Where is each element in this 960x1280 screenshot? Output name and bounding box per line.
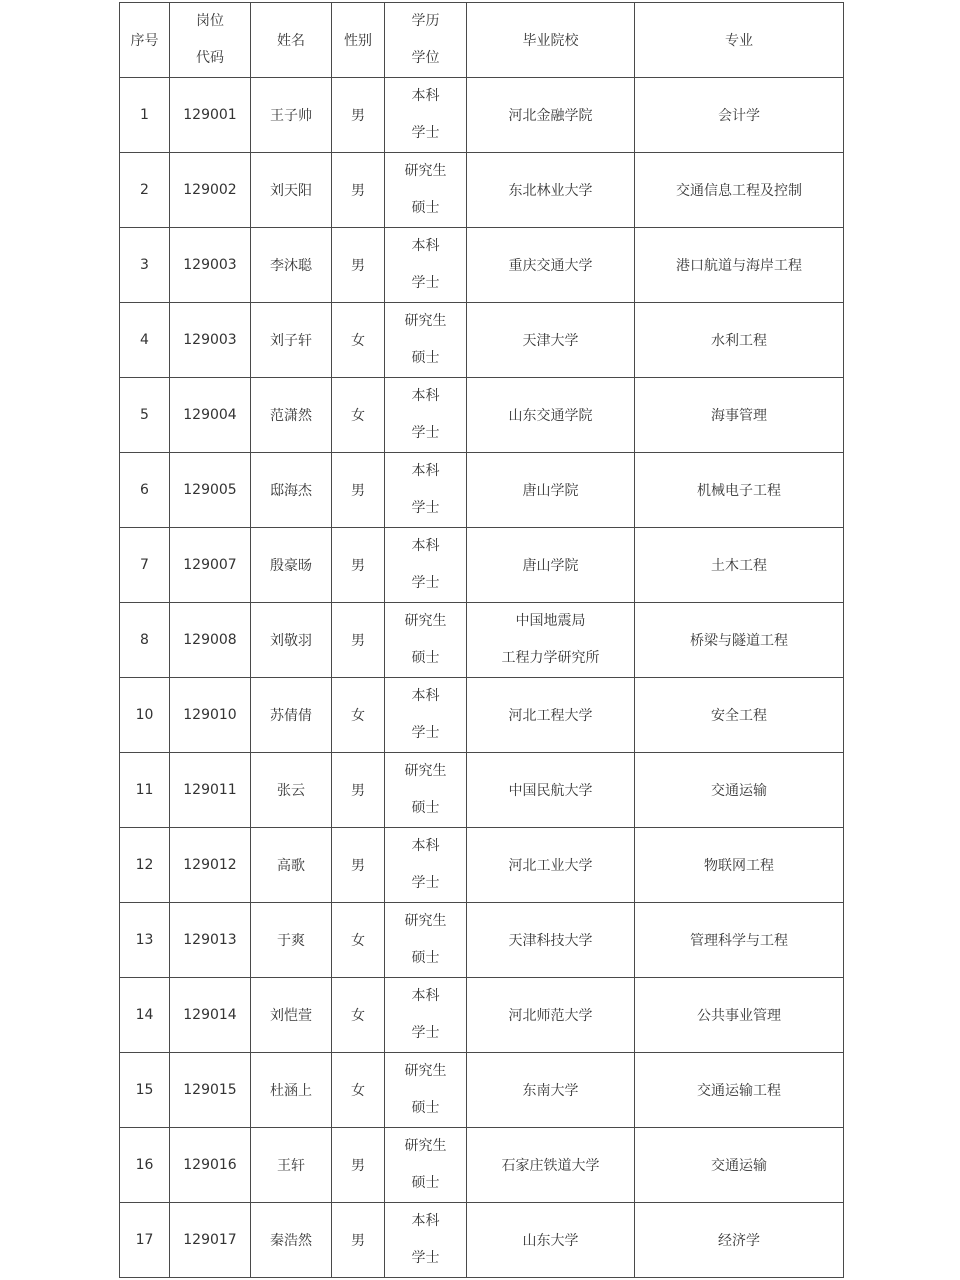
cell-post-code: 129002 — [170, 153, 251, 228]
cell-seq: 5 — [120, 378, 170, 453]
cell-seq: 12 — [120, 828, 170, 903]
cell-major: 安全工程 — [635, 678, 844, 753]
cell-major: 交通信息工程及控制 — [635, 153, 844, 228]
cell-post-code: 129003 — [170, 228, 251, 303]
cell-degree — [385, 753, 467, 828]
cell-name: 范潇然 — [251, 378, 332, 453]
cell-gender: 男 — [332, 153, 385, 228]
cell-degree-title: 学士 — [411, 500, 440, 516]
cell-major: 管理科学与工程 — [635, 903, 844, 978]
cell-major: 土木工程 — [635, 528, 844, 603]
cell-degree — [385, 378, 467, 453]
table-row — [120, 828, 844, 903]
cell-seq: 7 — [120, 528, 170, 603]
table-row — [120, 528, 844, 603]
header-post-code-line2: 代码 — [196, 50, 224, 66]
cell-name: 殷豪旸 — [251, 528, 332, 603]
cell-degree — [385, 678, 467, 753]
cell-degree-title: 硕士 — [411, 1100, 440, 1116]
cell-degree-title: 硕士 — [411, 650, 440, 666]
header-degree-line1: 学历 — [411, 13, 440, 29]
table-row — [120, 753, 844, 828]
cell-major: 港口航道与海岸工程 — [635, 228, 844, 303]
school-line2: 工程力学研究所 — [501, 650, 600, 666]
table-row — [120, 903, 844, 978]
cell-school: 东北林业大学 — [467, 153, 635, 228]
cell-degree — [385, 903, 467, 978]
cell-seq: 10 — [120, 678, 170, 753]
cell-education: 本科 — [411, 538, 440, 554]
cell-degree-title: 硕士 — [411, 950, 440, 966]
cell-major: 桥梁与隧道工程 — [635, 603, 844, 678]
cell-education: 研究生 — [404, 163, 447, 179]
cell-seq: 13 — [120, 903, 170, 978]
cell-education: 本科 — [411, 238, 440, 254]
cell-name: 高歌 — [251, 828, 332, 903]
cell-post-code: 129017 — [170, 1203, 251, 1278]
cell-major: 物联网工程 — [635, 828, 844, 903]
cell-education: 本科 — [411, 88, 440, 104]
table-row — [120, 978, 844, 1053]
cell-gender: 男 — [332, 78, 385, 153]
cell-school: 河北金融学院 — [467, 78, 635, 153]
table-row — [120, 78, 844, 153]
table-row — [120, 303, 844, 378]
cell-name: 刘恺萱 — [251, 978, 332, 1053]
cell-degree-title: 学士 — [411, 575, 440, 591]
cell-major: 交通运输 — [635, 753, 844, 828]
cell-gender: 男 — [332, 528, 385, 603]
cell-degree — [385, 978, 467, 1053]
cell-seq: 8 — [120, 603, 170, 678]
cell-school: 河北师范大学 — [467, 978, 635, 1053]
cell-seq: 11 — [120, 753, 170, 828]
cell-seq: 17 — [120, 1203, 170, 1278]
table-row — [120, 678, 844, 753]
cell-education: 本科 — [411, 838, 440, 854]
cell-gender: 男 — [332, 1128, 385, 1203]
cell-school: 天津大学 — [467, 303, 635, 378]
header-post-code-line1: 岗位 — [196, 13, 224, 29]
cell-school: 石家庄铁道大学 — [467, 1128, 635, 1203]
cell-education: 本科 — [411, 1213, 440, 1229]
cell-post-code: 129011 — [170, 753, 251, 828]
cell-name: 秦浩然 — [251, 1203, 332, 1278]
cell-name: 刘子轩 — [251, 303, 332, 378]
cell-name: 王子帅 — [251, 78, 332, 153]
cell-school: 山东大学 — [467, 1203, 635, 1278]
cell-education: 本科 — [411, 688, 440, 704]
cell-degree-title: 学士 — [411, 1025, 440, 1041]
cell-name: 苏倩倩 — [251, 678, 332, 753]
cell-degree-title: 学士 — [411, 425, 440, 441]
cell-name: 于爽 — [251, 903, 332, 978]
header-school: 毕业院校 — [467, 3, 635, 78]
cell-post-code: 129012 — [170, 828, 251, 903]
cell-major: 机械电子工程 — [635, 453, 844, 528]
cell-seq: 6 — [120, 453, 170, 528]
cell-school: 河北工程大学 — [467, 678, 635, 753]
cell-school: 河北工业大学 — [467, 828, 635, 903]
cell-major: 水利工程 — [635, 303, 844, 378]
cell-major: 会计学 — [635, 78, 844, 153]
header-row — [120, 3, 844, 78]
header-gender: 性别 — [332, 3, 385, 78]
cell-name: 刘敬羽 — [251, 603, 332, 678]
cell-education: 本科 — [411, 463, 440, 479]
cell-degree — [385, 228, 467, 303]
cell-major: 海事管理 — [635, 378, 844, 453]
table-row — [120, 603, 844, 678]
cell-gender: 女 — [332, 378, 385, 453]
cell-school: 重庆交通大学 — [467, 228, 635, 303]
cell-name: 李沐聪 — [251, 228, 332, 303]
cell-major: 交通运输工程 — [635, 1053, 844, 1128]
header-seq: 序号 — [120, 3, 170, 78]
header-name: 姓名 — [251, 3, 332, 78]
cell-education: 研究生 — [404, 763, 447, 779]
cell-major: 公共事业管理 — [635, 978, 844, 1053]
cell-gender: 女 — [332, 678, 385, 753]
cell-seq: 16 — [120, 1128, 170, 1203]
cell-post-code: 129015 — [170, 1053, 251, 1128]
cell-name: 邸海杰 — [251, 453, 332, 528]
cell-major: 交通运输 — [635, 1128, 844, 1203]
cell-seq: 3 — [120, 228, 170, 303]
cell-post-code: 129013 — [170, 903, 251, 978]
cell-gender: 男 — [332, 453, 385, 528]
cell-school: 中国民航大学 — [467, 753, 635, 828]
cell-seq: 2 — [120, 153, 170, 228]
cell-gender: 男 — [332, 228, 385, 303]
cell-education: 本科 — [411, 988, 440, 1004]
results-table-container — [119, 2, 844, 1278]
cell-degree — [385, 303, 467, 378]
cell-degree-title: 硕士 — [411, 200, 440, 216]
cell-seq: 14 — [120, 978, 170, 1053]
cell-gender: 女 — [332, 303, 385, 378]
cell-name: 王轩 — [251, 1128, 332, 1203]
cell-education: 研究生 — [404, 1138, 447, 1154]
results-table — [119, 2, 844, 1278]
cell-degree-title: 硕士 — [411, 1175, 440, 1191]
cell-degree-title: 学士 — [411, 275, 440, 291]
cell-post-code: 129007 — [170, 528, 251, 603]
cell-gender: 女 — [332, 1053, 385, 1128]
cell-degree — [385, 453, 467, 528]
table-row — [120, 453, 844, 528]
cell-gender: 男 — [332, 603, 385, 678]
cell-seq: 15 — [120, 1053, 170, 1128]
cell-degree-title: 学士 — [411, 725, 440, 741]
cell-post-code: 129004 — [170, 378, 251, 453]
cell-education: 研究生 — [404, 613, 447, 629]
cell-degree — [385, 153, 467, 228]
header-degree — [385, 3, 467, 78]
cell-education: 研究生 — [404, 313, 447, 329]
cell-post-code: 129008 — [170, 603, 251, 678]
cell-degree — [385, 78, 467, 153]
cell-name: 杜涵上 — [251, 1053, 332, 1128]
cell-name: 刘天阳 — [251, 153, 332, 228]
table-row — [120, 153, 844, 228]
cell-major: 经济学 — [635, 1203, 844, 1278]
table-row — [120, 1053, 844, 1128]
school-line1: 中国地震局 — [515, 613, 586, 629]
cell-school: 东南大学 — [467, 1053, 635, 1128]
cell-gender: 男 — [332, 1203, 385, 1278]
cell-degree — [385, 1203, 467, 1278]
cell-degree — [385, 1128, 467, 1203]
cell-post-code: 129016 — [170, 1128, 251, 1203]
cell-school — [467, 603, 635, 678]
cell-name: 张云 — [251, 753, 332, 828]
cell-degree — [385, 1053, 467, 1128]
header-post-code — [170, 3, 251, 78]
cell-degree-title: 硕士 — [411, 800, 440, 816]
cell-education: 研究生 — [404, 1063, 447, 1079]
cell-post-code: 129014 — [170, 978, 251, 1053]
cell-degree — [385, 528, 467, 603]
cell-degree-title: 学士 — [411, 1250, 440, 1266]
cell-education: 研究生 — [404, 913, 447, 929]
table-row — [120, 228, 844, 303]
cell-degree-title: 硕士 — [411, 350, 440, 366]
cell-degree — [385, 828, 467, 903]
table-body — [120, 78, 844, 1278]
cell-gender: 女 — [332, 903, 385, 978]
cell-school: 唐山学院 — [467, 453, 635, 528]
cell-school: 唐山学院 — [467, 528, 635, 603]
cell-post-code: 129005 — [170, 453, 251, 528]
cell-seq: 1 — [120, 78, 170, 153]
table-row — [120, 378, 844, 453]
cell-school: 山东交通学院 — [467, 378, 635, 453]
cell-degree — [385, 603, 467, 678]
cell-post-code: 129003 — [170, 303, 251, 378]
cell-gender: 女 — [332, 978, 385, 1053]
cell-post-code: 129010 — [170, 678, 251, 753]
table-row — [120, 1128, 844, 1203]
cell-gender: 男 — [332, 753, 385, 828]
cell-post-code: 129001 — [170, 78, 251, 153]
cell-education: 本科 — [411, 388, 440, 404]
header-major: 专业 — [635, 3, 844, 78]
cell-school: 天津科技大学 — [467, 903, 635, 978]
cell-gender: 男 — [332, 828, 385, 903]
cell-degree-title: 学士 — [411, 125, 440, 141]
table-row — [120, 1203, 844, 1278]
header-degree-line2: 学位 — [411, 50, 440, 66]
cell-seq: 4 — [120, 303, 170, 378]
cell-degree-title: 学士 — [411, 875, 440, 891]
